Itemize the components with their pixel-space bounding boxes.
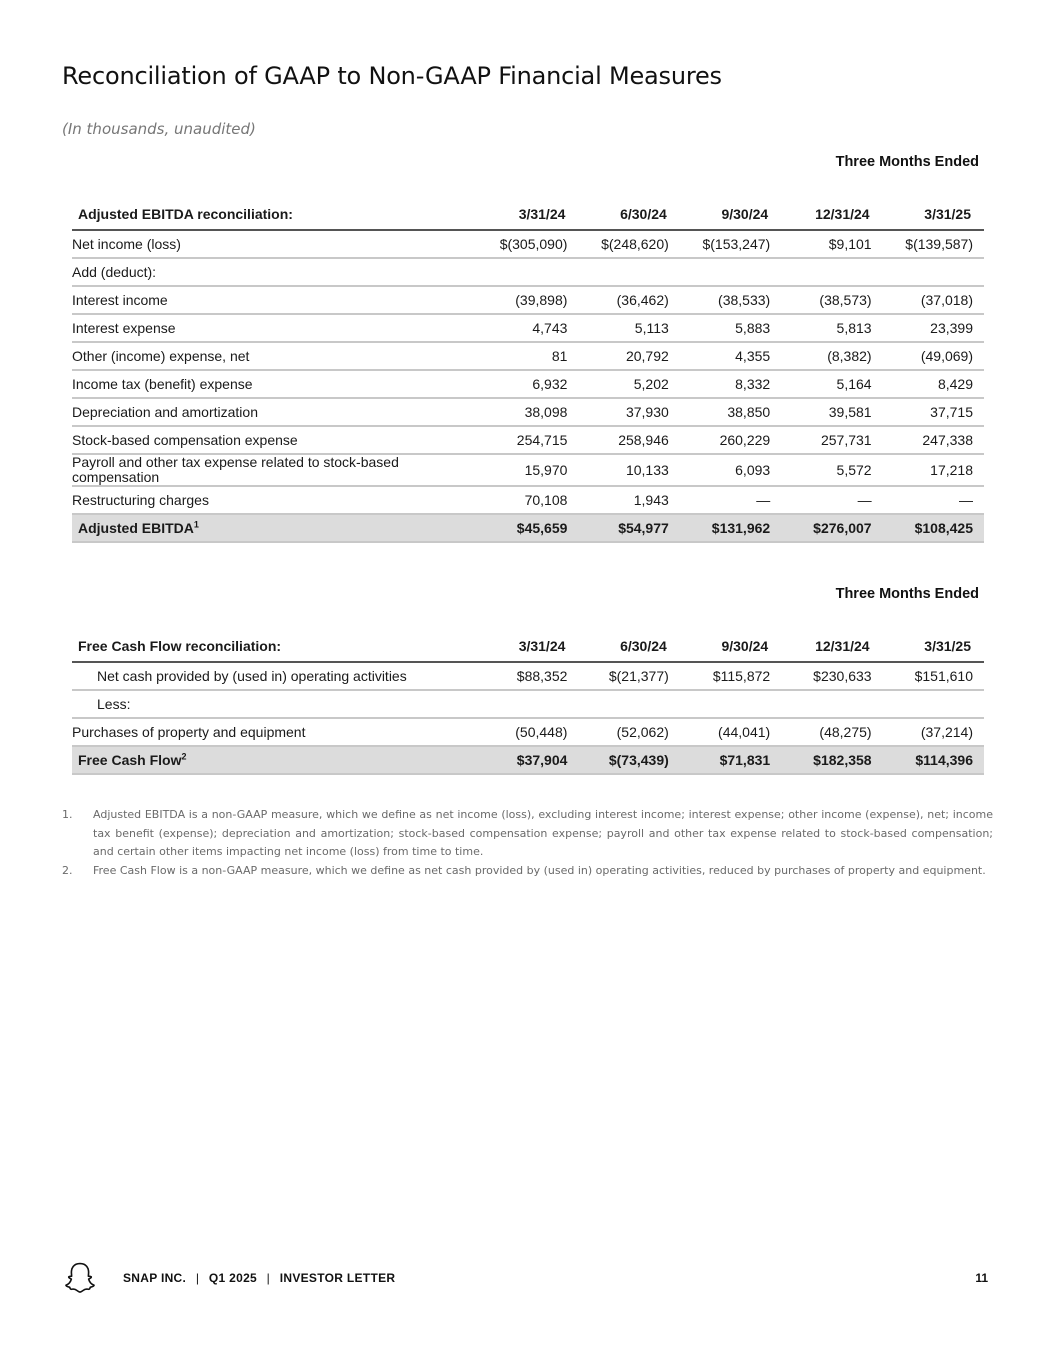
table-header-row xyxy=(72,631,984,662)
cell-value: 6,932 xyxy=(477,370,578,398)
total-value: $131,962 xyxy=(680,514,781,542)
footnote-number: 1. xyxy=(62,808,73,821)
table-row xyxy=(72,370,984,398)
period-header: 12/31/24 xyxy=(781,199,882,230)
cell-value xyxy=(477,258,578,286)
cell-value: 247,338 xyxy=(883,426,984,454)
cell-value: $230,633 xyxy=(781,662,882,690)
free-cash-flow-table xyxy=(72,631,984,775)
footnote-text: Free Cash Flow is a non-GAAP measure, which we define as net cash provided by (used in) operating activities, reduced by purchases of property and equipment. xyxy=(93,863,986,877)
cell-value: (50,448) xyxy=(477,718,578,746)
footer-separator: | xyxy=(195,1271,200,1285)
cell-value: $9,101 xyxy=(781,230,882,258)
cell-value: 5,202 xyxy=(578,370,679,398)
row-label: Interest expense xyxy=(72,314,477,342)
table-row xyxy=(72,230,984,258)
cell-value: 260,229 xyxy=(680,426,781,454)
cell-value xyxy=(477,690,578,718)
cell-value: 20,792 xyxy=(578,342,679,370)
cell-value: 38,098 xyxy=(477,398,578,426)
total-value: $182,358 xyxy=(781,746,882,774)
period-header: 3/31/25 xyxy=(883,631,984,662)
document-label: INVESTOR LETTER xyxy=(279,1271,396,1285)
fcf-period-header: Three Months Ended xyxy=(835,586,979,602)
period-header: 3/31/24 xyxy=(477,199,578,230)
cell-value: — xyxy=(883,486,984,514)
row-label: Net cash provided by (used in) operating activities xyxy=(72,662,477,690)
cell-value: $(305,090) xyxy=(477,230,578,258)
cell-value: $(153,247) xyxy=(680,230,781,258)
row-label: Purchases of property and equipment xyxy=(72,718,477,746)
cell-value xyxy=(883,690,984,718)
page-number: 11 xyxy=(975,1271,988,1285)
total-value: $(73,439) xyxy=(578,746,679,774)
page-subtitle: (In thousands, unaudited) xyxy=(62,120,256,138)
cell-value: 81 xyxy=(477,342,578,370)
total-value: $276,007 xyxy=(781,514,882,542)
cell-value: 38,850 xyxy=(680,398,781,426)
cell-value xyxy=(781,258,882,286)
cell-value: 254,715 xyxy=(477,426,578,454)
cell-value: (36,462) xyxy=(578,286,679,314)
row-label: Income tax (benefit) expense xyxy=(72,370,477,398)
total-label-text: Adjusted EBITDA xyxy=(78,520,194,536)
cell-value: 5,813 xyxy=(781,314,882,342)
footnote xyxy=(62,806,993,862)
cell-value: (49,069) xyxy=(883,342,984,370)
footnote-text: Adjusted EBITDA is a non-GAAP measure, which we define as net income (loss), excluding interest income; interest expense; other income (expense), net; income tax benefit (expense); depreciation and amortization; stock-based compensation expense; payroll and other tax expense related to stock-based compensation; and certain other items impacting net income (loss) from time to time. xyxy=(93,808,993,858)
cell-value xyxy=(680,258,781,286)
total-value: $71,831 xyxy=(680,746,781,774)
cell-value: 5,883 xyxy=(680,314,781,342)
total-label xyxy=(72,746,477,774)
cell-value: $(21,377) xyxy=(578,662,679,690)
footnotes xyxy=(62,806,993,880)
ebitda-header-label: Adjusted EBITDA reconciliation: xyxy=(72,199,477,230)
cell-value xyxy=(578,258,679,286)
table-row xyxy=(72,454,984,486)
cell-value: 5,113 xyxy=(578,314,679,342)
row-label: Restructuring charges xyxy=(72,486,477,514)
row-label: Net income (loss) xyxy=(72,230,477,258)
table-row xyxy=(72,398,984,426)
row-label: Depreciation and amortization xyxy=(72,398,477,426)
cell-value: — xyxy=(781,486,882,514)
cell-value: (52,062) xyxy=(578,718,679,746)
cell-value: (38,573) xyxy=(781,286,882,314)
cell-value xyxy=(578,690,679,718)
cell-value xyxy=(781,690,882,718)
quarter-label: Q1 2025 xyxy=(208,1271,258,1285)
cell-value: 1,943 xyxy=(578,486,679,514)
cell-value: $88,352 xyxy=(477,662,578,690)
table-header-row xyxy=(72,199,984,230)
cell-value: 10,133 xyxy=(578,454,679,486)
cell-value: (8,382) xyxy=(781,342,882,370)
total-value: $37,904 xyxy=(477,746,578,774)
table-row xyxy=(72,486,984,514)
row-label: Interest income xyxy=(72,286,477,314)
cell-value: 4,355 xyxy=(680,342,781,370)
period-header: 6/30/24 xyxy=(578,199,679,230)
cell-value: 8,332 xyxy=(680,370,781,398)
adjusted-ebitda-table xyxy=(72,199,984,543)
total-value: $114,396 xyxy=(883,746,984,774)
row-label: Other (income) expense, net xyxy=(72,342,477,370)
total-value: $54,977 xyxy=(578,514,679,542)
cell-value: (44,041) xyxy=(680,718,781,746)
total-row xyxy=(72,746,984,774)
table-row xyxy=(72,426,984,454)
table-row xyxy=(72,690,984,718)
cell-value: (48,275) xyxy=(781,718,882,746)
cell-value: 258,946 xyxy=(578,426,679,454)
fcf-header-label: Free Cash Flow reconciliation: xyxy=(72,631,477,662)
cell-value: (39,898) xyxy=(477,286,578,314)
cell-value: $(248,620) xyxy=(578,230,679,258)
cell-value: $(139,587) xyxy=(883,230,984,258)
period-header: 3/31/24 xyxy=(477,631,578,662)
footer-separator: | xyxy=(266,1271,271,1285)
page-footer xyxy=(62,1258,988,1298)
cell-value xyxy=(680,690,781,718)
period-header: 12/31/24 xyxy=(781,631,882,662)
cell-value: 39,581 xyxy=(781,398,882,426)
footnote-number: 2. xyxy=(62,863,73,877)
cell-value: 37,715 xyxy=(883,398,984,426)
cell-value: 15,970 xyxy=(477,454,578,486)
table-row xyxy=(72,662,984,690)
page-title: Reconciliation of GAAP to Non-GAAP Financial Measures xyxy=(62,62,722,90)
cell-value: (37,214) xyxy=(883,718,984,746)
company-name: SNAP INC. xyxy=(123,1271,187,1285)
table-row xyxy=(72,258,984,286)
period-header: 3/31/25 xyxy=(883,199,984,230)
period-header: 6/30/24 xyxy=(578,631,679,662)
cell-value: 8,429 xyxy=(883,370,984,398)
total-value: $108,425 xyxy=(883,514,984,542)
cell-value: 23,399 xyxy=(883,314,984,342)
cell-value: 6,093 xyxy=(680,454,781,486)
footnote-ref: 1 xyxy=(193,519,199,530)
total-row xyxy=(72,514,984,542)
cell-value: 4,743 xyxy=(477,314,578,342)
footer-brand xyxy=(123,1271,395,1285)
total-label xyxy=(72,514,477,542)
cell-value: — xyxy=(680,486,781,514)
cell-value: 37,930 xyxy=(578,398,679,426)
cell-value: $115,872 xyxy=(680,662,781,690)
table-row xyxy=(72,718,984,746)
cell-value: 70,108 xyxy=(477,486,578,514)
row-label: Payroll and other tax expense related to stock-based compensation xyxy=(72,454,477,486)
cell-value: 5,164 xyxy=(781,370,882,398)
table-row xyxy=(72,286,984,314)
cell-value: 17,218 xyxy=(883,454,984,486)
total-label-text: Free Cash Flow xyxy=(78,752,182,768)
ebitda-period-header: Three Months Ended xyxy=(835,154,979,170)
cell-value: $151,610 xyxy=(883,662,984,690)
total-value: $45,659 xyxy=(477,514,578,542)
snapchat-ghost-icon xyxy=(62,1260,98,1296)
cell-value: (37,018) xyxy=(883,286,984,314)
period-header: 9/30/24 xyxy=(680,199,781,230)
row-label: Add (deduct): xyxy=(72,258,477,286)
row-label: Less: xyxy=(72,690,477,718)
cell-value: 257,731 xyxy=(781,426,882,454)
table-row xyxy=(72,314,984,342)
footnote-ref: 2 xyxy=(181,751,187,762)
row-label: Stock-based compensation expense xyxy=(72,426,477,454)
table-row xyxy=(72,342,984,370)
cell-value xyxy=(883,258,984,286)
footnote xyxy=(62,862,993,881)
period-header: 9/30/24 xyxy=(680,631,781,662)
cell-value: (38,533) xyxy=(680,286,781,314)
cell-value: 5,572 xyxy=(781,454,882,486)
